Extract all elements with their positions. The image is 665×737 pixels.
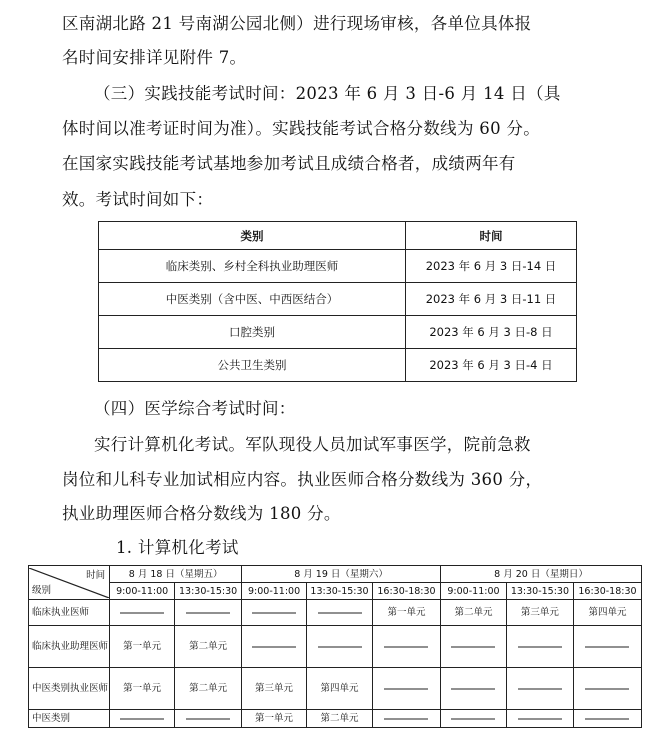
table-row — [29, 710, 642, 728]
dash-mark — [451, 688, 495, 689]
empty-slot-cell — [573, 668, 641, 710]
slot-header: 9:00-11:00 — [242, 583, 307, 600]
level-cell: 中医类别执业医师 — [29, 668, 110, 710]
empty-slot-cell — [175, 600, 242, 626]
paragraph-line: 体时间以准考证时间为准）。实践技能考试合格分数线为 60 分。 — [62, 119, 541, 138]
dash-mark — [451, 646, 495, 647]
dash-mark — [384, 688, 428, 689]
slot-header: 13:30-15:30 — [175, 583, 242, 600]
time-cell: 2023 年 6 月 3 日-8 日 — [406, 316, 577, 349]
empty-slot-cell — [372, 668, 440, 710]
dash-mark — [120, 718, 164, 719]
empty-slot-cell — [307, 626, 373, 668]
paragraph-line: 执业助理医师合格分数线为 180 分。 — [62, 504, 341, 523]
slot-header: 13:30-15:30 — [307, 583, 373, 600]
empty-slot-cell — [307, 600, 373, 626]
dash-mark — [318, 612, 362, 613]
exam-unit-cell: 第三单元 — [242, 668, 307, 710]
subsection-heading: 1. 计算机化考试 — [116, 538, 239, 557]
paragraph-line: 名时间安排详见附件 7。 — [62, 48, 247, 67]
dash-mark — [585, 718, 629, 719]
dash-mark — [585, 688, 629, 689]
exam-unit-cell: 第二单元 — [307, 710, 373, 728]
table-row — [99, 316, 577, 349]
day-header-row — [29, 566, 642, 583]
corner-level-label: 级别 — [32, 584, 52, 596]
exam-unit-cell: 第一单元 — [110, 668, 175, 710]
dash-mark — [186, 718, 230, 719]
day-header: 8 月 20 日（星期日） — [440, 566, 641, 583]
paragraph-line: 实行计算机化考试。军队现役人员加试军事医学，院前急救 — [94, 435, 531, 454]
empty-slot-cell — [506, 710, 573, 728]
exam-unit-cell: 第二单元 — [175, 626, 242, 668]
time-cell: 2023 年 6 月 3 日-4 日 — [406, 349, 577, 382]
empty-slot-cell — [242, 626, 307, 668]
empty-slot-cell — [506, 668, 573, 710]
slot-header: 13:30-15:30 — [506, 583, 573, 600]
level-cell: 中医类别 — [29, 710, 110, 728]
category-cell: 临床类别、乡村全科执业助理医师 — [99, 250, 406, 283]
header-time: 时间 — [406, 222, 577, 250]
empty-slot-cell — [440, 626, 506, 668]
section-heading-3: （三）实践技能考试时间：2023 年 6 月 3 日-6 月 14 日（具 — [94, 84, 561, 103]
exam-unit-cell: 第四单元 — [307, 668, 373, 710]
table-row — [29, 668, 642, 710]
dash-mark — [451, 718, 495, 719]
dash-mark — [120, 612, 164, 613]
empty-slot-cell — [372, 710, 440, 728]
category-cell: 中医类别（含中医、中西医结合） — [99, 283, 406, 316]
empty-slot-cell — [110, 600, 175, 626]
day-header: 8 月 18 日（星期五） — [110, 566, 242, 583]
slot-header: 16:30-18:30 — [372, 583, 440, 600]
table-row — [99, 283, 577, 316]
empty-slot-cell — [242, 600, 307, 626]
dash-mark — [252, 612, 296, 613]
dash-mark — [252, 646, 296, 647]
dash-mark — [318, 646, 362, 647]
exam-unit-cell: 第三单元 — [506, 600, 573, 626]
paragraph-line: 效。考试时间如下： — [62, 190, 214, 209]
slot-header: 9:00-11:00 — [110, 583, 175, 600]
paragraph-line: 区南湖北路 21 号南湖公园北侧）进行现场审核，各单位具体报 — [62, 14, 532, 33]
dash-mark — [186, 612, 230, 613]
dash-mark — [585, 646, 629, 647]
empty-slot-cell — [573, 710, 641, 728]
empty-slot-cell — [440, 668, 506, 710]
time-cell: 2023 年 6 月 3 日-14 日 — [406, 250, 577, 283]
day-header: 8 月 19 日（星期六） — [242, 566, 441, 583]
slot-header-row — [29, 583, 642, 600]
dash-mark — [518, 718, 562, 719]
exam-unit-cell: 第二单元 — [175, 668, 242, 710]
section-heading-4: （四）医学综合考试时间： — [94, 399, 296, 418]
corner-cell — [29, 566, 110, 600]
skills-exam-table — [98, 221, 577, 382]
empty-slot-cell — [440, 710, 506, 728]
table-row — [29, 626, 642, 668]
table-row — [29, 600, 642, 626]
empty-slot-cell — [372, 626, 440, 668]
slot-header: 9:00-11:00 — [440, 583, 506, 600]
level-cell: 临床执业助理医师 — [29, 626, 110, 668]
dash-mark — [518, 688, 562, 689]
corner-time-label: 时间 — [86, 569, 106, 581]
empty-slot-cell — [175, 710, 242, 728]
category-cell: 公共卫生类别 — [99, 349, 406, 382]
table-row — [99, 349, 577, 382]
exam-unit-cell: 第二单元 — [440, 600, 506, 626]
empty-slot-cell — [506, 626, 573, 668]
slot-header: 16:30-18:30 — [573, 583, 641, 600]
dash-mark — [518, 646, 562, 647]
exam-unit-cell: 第一单元 — [110, 626, 175, 668]
paragraph-line: 岗位和儿科专业加试相应内容。执业医师合格分数线为 360 分， — [62, 470, 543, 489]
cbt-schedule-table — [28, 565, 642, 728]
empty-slot-cell — [110, 710, 175, 728]
exam-unit-cell: 第四单元 — [573, 600, 641, 626]
level-cell: 临床执业医师 — [29, 600, 110, 626]
exam-unit-cell: 第一单元 — [372, 600, 440, 626]
empty-slot-cell — [573, 626, 641, 668]
header-category: 类别 — [99, 222, 406, 250]
dash-mark — [384, 646, 428, 647]
category-cell: 口腔类别 — [99, 316, 406, 349]
paragraph-line: 在国家实践技能考试基地参加考试且成绩合格者，成绩两年有 — [62, 154, 516, 173]
table-header-row — [99, 222, 577, 250]
exam-unit-cell: 第一单元 — [242, 710, 307, 728]
table-row — [99, 250, 577, 283]
time-cell: 2023 年 6 月 3 日-11 日 — [406, 283, 577, 316]
dash-mark — [384, 718, 428, 719]
